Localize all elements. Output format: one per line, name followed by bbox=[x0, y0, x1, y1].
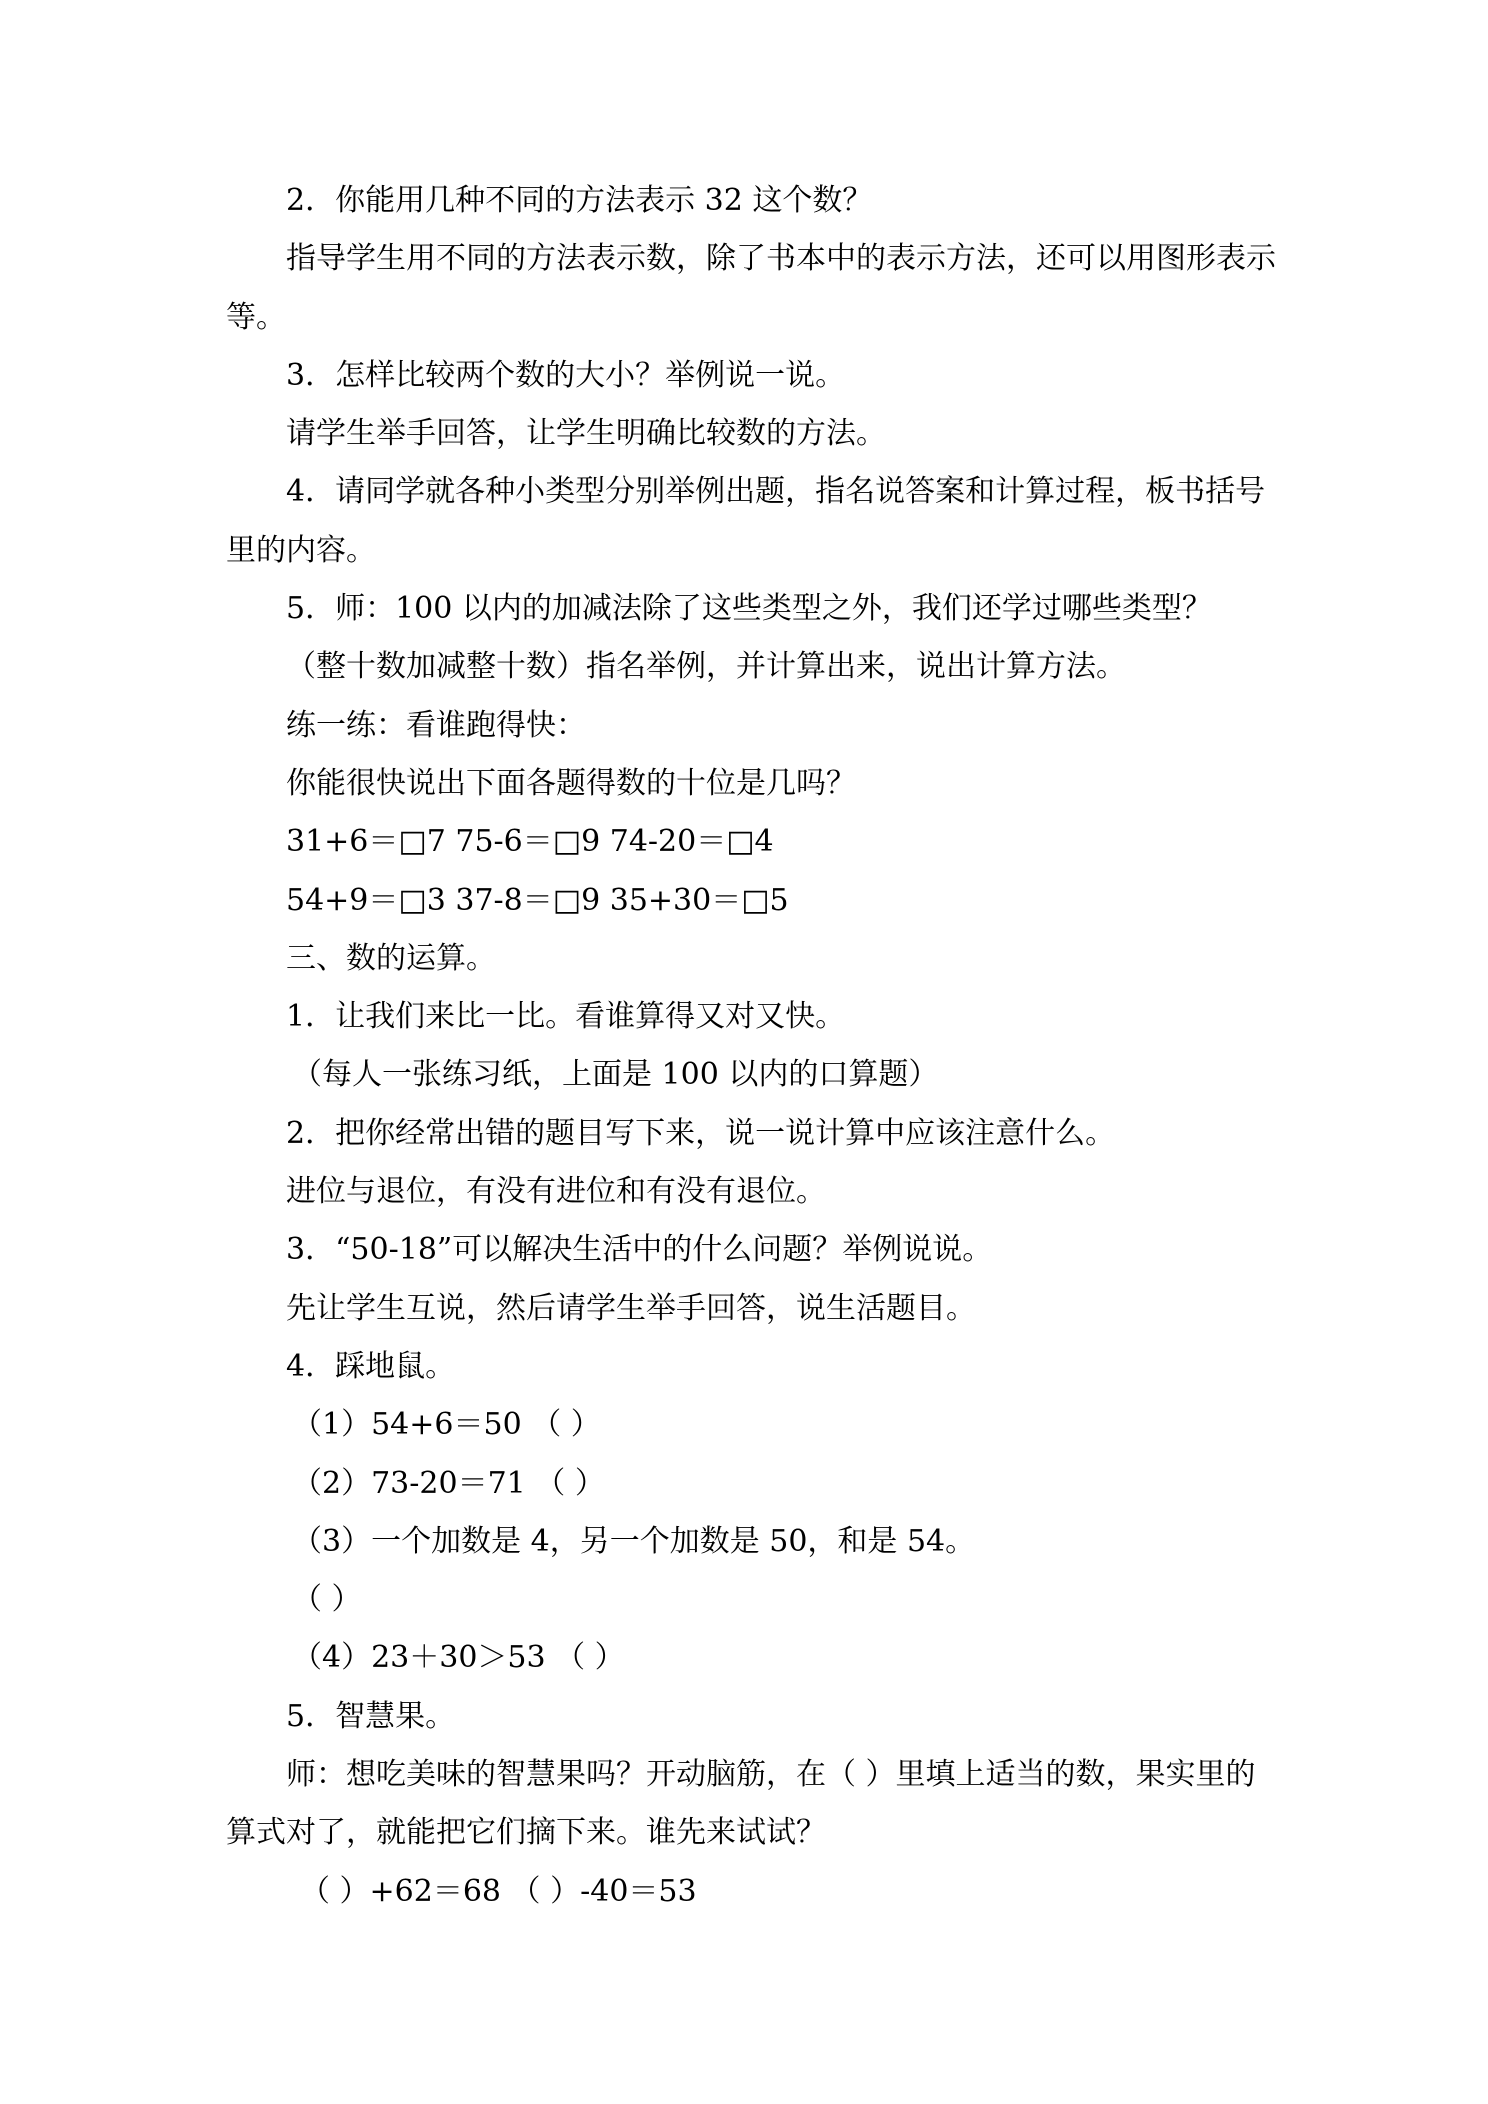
section-heading: 三、数的运算。 bbox=[286, 940, 496, 976]
paragraph-line: 师：想吃美味的智慧果吗？开动脑筋，在（ ）里填上适当的数，果实里的 bbox=[286, 1757, 1256, 1793]
paragraph-line: 先让学生互说，然后请学生举手回答，说生活题目。 bbox=[286, 1290, 976, 1326]
paragraph-line: 进位与退位，有没有进位和有没有退位。 bbox=[286, 1174, 826, 1210]
paragraph-line: 4．请同学就各种小类型分别举例出题，指名说答案和计算过程，板书括号 bbox=[286, 474, 1266, 510]
paragraph-line: 里的内容。 bbox=[226, 532, 376, 568]
equation-line: 54+9＝□3 37-8＝□9 35+30＝□5 bbox=[286, 882, 789, 918]
paragraph-line: 练一练：看谁跑得快： bbox=[286, 707, 586, 743]
paragraph-line: （每人一张练习纸，上面是 100 以内的口算题） bbox=[292, 1057, 939, 1093]
paragraph-line: 2．把你经常出错的题目写下来，说一说计算中应该注意什么。 bbox=[286, 1115, 1116, 1151]
paragraph-line: 指导学生用不同的方法表示数，除了书本中的表示方法，还可以用图形表示 bbox=[286, 241, 1276, 277]
exercise-item: （4）23＋30＞53 （ ） bbox=[292, 1640, 625, 1676]
paragraph-line: （整十数加减整十数）指名举例，并计算出来，说出计算方法。 bbox=[286, 649, 1126, 685]
paragraph-line: 5．智慧果。 bbox=[286, 1698, 456, 1734]
equation-line: 31+6＝□7 75-6＝□9 74-20＝□4 bbox=[286, 824, 774, 860]
paragraph-line: 请学生举手回答，让学生明确比较数的方法。 bbox=[286, 416, 886, 452]
paragraph-line: 1．让我们来比一比。看谁算得又对又快。 bbox=[286, 999, 846, 1035]
document-body bbox=[226, 172, 1276, 1921]
paragraph-line: 2．你能用几种不同的方法表示 32 这个数？ bbox=[286, 183, 873, 218]
paragraph-line: 你能很快说出下面各题得数的十位是几吗？ bbox=[286, 765, 856, 801]
paragraph-line: 4．踩地鼠。 bbox=[286, 1348, 456, 1384]
paragraph-line: 算式对了，就能把它们摘下来。谁先来试试？ bbox=[226, 1815, 826, 1851]
exercise-item: （2）73-20＝71 （ ） bbox=[292, 1465, 605, 1501]
exercise-item: （ ） bbox=[292, 1582, 362, 1618]
paragraph-line: 5．师：100 以内的加减法除了这些类型之外，我们还学过哪些类型？ bbox=[286, 591, 1212, 627]
exercise-item: （3）一个加数是 4，另一个加数是 50，和是 54。 bbox=[292, 1523, 976, 1559]
paragraph-line: 3．“50-18”可以解决生活中的什么问题？举例说说。 bbox=[286, 1232, 993, 1268]
exercise-item: （1）54+6＝50 （ ） bbox=[292, 1407, 601, 1443]
equation-line: （ ）+62＝68 （ ）-40＝53 bbox=[300, 1873, 697, 1909]
paragraph-line: 3．怎样比较两个数的大小？举例说一说。 bbox=[286, 357, 846, 393]
paragraph-line: 等。 bbox=[226, 299, 286, 335]
